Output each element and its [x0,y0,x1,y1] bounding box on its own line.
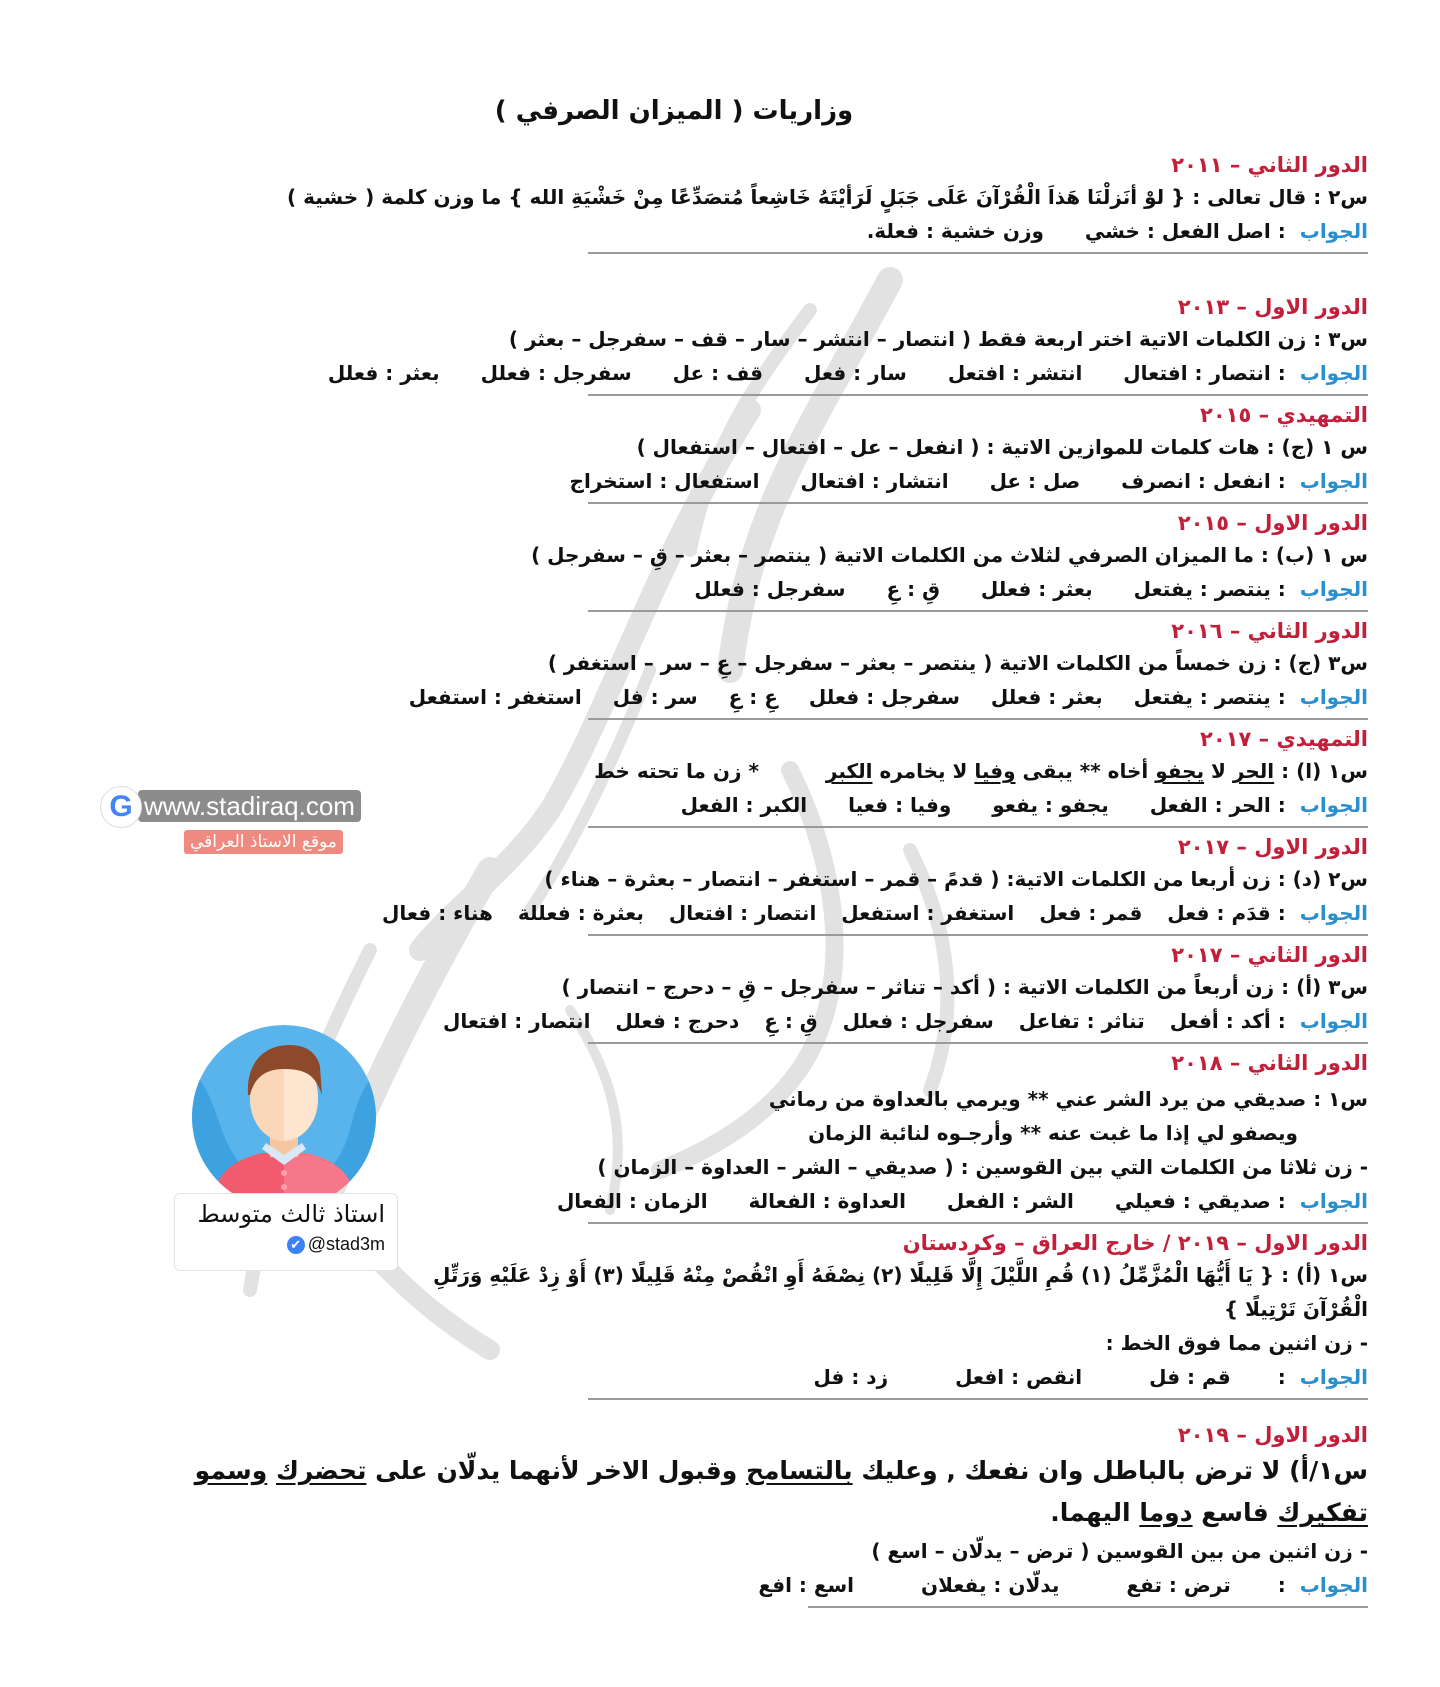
question-text [120,1450,1368,1534]
underlined-word: دوما [1139,1498,1193,1527]
answer-item: الكبر : الفعل [680,793,808,817]
answer-item: صل : عل [989,469,1081,493]
answer-item: قِ : عِ [886,577,940,601]
section-divider [588,1398,1368,1400]
underlined-word: تفكيرك [1277,1498,1368,1527]
answer-row [294,356,1368,390]
answer-item: يدلّان : يفعلان [921,1573,1060,1597]
profile-handle-row [287,1234,385,1255]
answer-item: انتصار : افتعال [442,1009,591,1033]
answer-sep: : [1270,901,1286,925]
section-heading: الدور الاول – ٢٠١٧ [1177,835,1368,859]
question-text: س٢ : قال تعالى : { لوْ أنَزلْنَا هَذاَ الْقُرْآنَ عَلَى جَبَلٍ لَرَأيْتَهُ خَاشِعاً مُتصَدِّعًا مِنْ خَشْيَةِ الله } ما وزن كلمة ( خشية ) [286,185,1368,209]
section-divider [588,502,1368,504]
verified-check-icon: ✔ [287,1236,305,1254]
answer-item: الشر : الفعل [946,1189,1074,1213]
section-divider [588,394,1368,396]
answer-label: الجواب [1299,577,1368,601]
section-heading: الدور الثاني – ٢٠١٧ [1171,943,1368,967]
question-note: * زن ما تحته خط [594,759,759,783]
answer-item: ترض : تفع [1126,1573,1231,1597]
answer-item: بعثر : فعلل [327,361,440,385]
answer-item: صديقي : فعيلي [1114,1189,1271,1213]
avatar-illustration [192,1025,376,1209]
section-heading: التمهيدي – ٢٠١٥ [1200,403,1368,427]
question-fragment: فاسع [1201,1498,1278,1527]
site-watermark-badge [100,786,390,866]
answer-row [425,1004,1368,1038]
question-fragment: لا [1204,759,1233,783]
answer-label: الجواب [1299,361,1368,385]
answer-item: قدَم : فعل [1167,901,1271,925]
answer-item: قِ : عِ [764,1009,818,1033]
underlined-word: بالتسامح [745,1456,853,1485]
question-task: - زن اثنين مما فوق الخط : [1105,1331,1368,1355]
answer-sep: : [1270,1573,1286,1597]
answer-label: الجواب [1299,1573,1368,1597]
question-prefix: س١ (ا) : [1281,759,1368,783]
answer-label: الجواب [1299,219,1368,243]
answer-sep: : [1270,1009,1286,1033]
answer-item: الحر : الفعل [1149,793,1271,817]
underlined-word: تحضرك [275,1456,367,1485]
exam-section-2018-second [523,1048,1368,1224]
answer-item: هناء : فعال [381,901,493,925]
answer-item: استفعال : استخراج [569,469,760,493]
answer-row [536,464,1368,498]
answer-item: بعثر : فعلل [980,577,1093,601]
section-divider [808,1606,1368,1608]
question-fragment: لا يخامره [872,759,975,783]
poem-line-1: س١ : صديقي من يرد الشر عني ** ويرمي بالعداوة من رماني [768,1087,1368,1111]
profile-handle: @stad3m [307,1234,385,1254]
exam-section-2019-abroad [420,1228,1368,1400]
answer-item: اصل الفعل : خشي [1084,219,1271,243]
profile-name: استاذ ثالث متوسط [197,1200,385,1228]
answer-item: يجفو : يفعو [992,793,1109,817]
section-divider [588,826,1368,828]
answer-row [523,1184,1368,1218]
answer-item: قمر : فعل [1039,901,1143,925]
underlined-word: يجفو [1155,759,1205,783]
answer-row [120,1568,1368,1602]
section-divider [588,252,1368,254]
question-text [588,754,1368,788]
answer-item: زد : فل [813,1365,889,1389]
question-text: س ١ (ج) : هات كلمات للموازين الاتية : ( انفعل – عل – افتعال – استفعال ) [636,435,1368,459]
answer-item: دحرج : فعلل [615,1009,740,1033]
question-text: س ١ (ب) : ما الميزان الصرفي لثلاث من الكلمات الاتية ( ينتصر – بعثر – قِ – سفرجل ) [531,543,1368,567]
underlined-word: وفيا [974,759,1016,783]
question-fragment: وقبول الاخر لأنهما يدلّان على [366,1456,746,1485]
underlined-word: وسمو [194,1456,268,1485]
exam-section-2015-preliminary [536,400,1368,504]
question-fragment: اليهما. [1050,1498,1140,1527]
answer-label: الجواب [1299,793,1368,817]
answer-label: الجواب [1299,685,1368,709]
answer-item: سفرجل : فعلل [842,1009,994,1033]
answer-item: انتشر : افتعل [947,361,1083,385]
section-heading: الدور الاول – ٢٠١٥ [1177,511,1368,535]
answer-item: انتصار : افتعال [668,901,817,925]
answer-item: سر : فل [612,685,698,709]
question-text: س١ (أ) : { يَا أَيُّهَا الْمُزَّمِّلُ (١) قُمِ اللَّيْلَ إِلَّا قَلِيلًا (٢) نِصْفَهُ أَوِ انْقُصْ مِنْهُ قَلِيلًا (٣) أَوْ زِدْ عَلَيْهِ وَرَتِّلِ الْقُرْآنَ تَرْتِيلًا } [433,1263,1368,1321]
question-fragment: أخاه ** يبقى [1015,759,1156,783]
answer-item: انتشار : افتعال [800,469,949,493]
answer-row [420,1360,1368,1394]
answer-row [120,214,1368,248]
answer-item: انفعل : انصرف [1121,469,1271,493]
question-text: س٣ (ج) : زن خمساً من الكلمات الاتية ( ينتصر – بعثر – سفرجل – عِ – سر – استغفر ) [547,651,1368,675]
answer-row [588,788,1368,822]
answer-label: الجواب [1299,1009,1368,1033]
answer-item: قف : عل [672,361,764,385]
answer-sep: : [1270,469,1286,493]
section-divider [588,934,1368,936]
poem-line-2: ويصفو لي إذا ما غبت عنه ** وأرجـوه لنائبة الزمان [808,1121,1298,1145]
answer-item: سفرجل : فعلل [480,361,632,385]
answer-item: العداوة : الفعالة [748,1189,906,1213]
answer-label: الجواب [1299,1189,1368,1213]
answer-item: قم : فل [1149,1365,1231,1389]
answer-item: أكد : أفعل [1169,1009,1271,1033]
answer-item: تناثر : تفاعل [1018,1009,1145,1033]
answer-item: سار : فعل [803,361,907,385]
answer-item: بعثرة : فعللة [517,901,644,925]
question-fragment: لا ترض بالباطل وان نفعك , وعليك [852,1456,1290,1485]
answer-sep: : [1270,793,1286,817]
exam-section-2015-first [531,508,1368,612]
underlined-word: الكبر [825,759,873,783]
question-text: س٣ (أ) : زن أربعاً من الكلمات الاتية : ( أكد – تناثر – سفرجل – قِ – دحرج – انتصار ) [561,975,1368,999]
answer-sep: : [1270,577,1286,601]
answer-item: بعثر : فعلل [990,685,1103,709]
section-divider [588,1042,1368,1044]
answer-item: الزمان : الفعال [556,1189,708,1213]
answer-row [364,896,1368,930]
answer-item: استغفر : استفعل [408,685,582,709]
section-divider [588,610,1368,612]
exam-section-2019-first [120,1420,1368,1608]
section-heading: التمهيدي – ٢٠١٧ [1200,727,1368,751]
answer-item: ينتصر : يفتعل [1133,577,1271,601]
section-heading: الدور الثاني – ٢٠١١ [1171,153,1368,177]
question-task: - زن اثنين من بين القوسين ( ترض – يدلّان – اسع ) [871,1539,1368,1563]
answer-item: استغفر : استفعل [841,901,1015,925]
question-task: - زن ثلاثا من الكلمات التي بين القوسين : ( صديقي – الشر – العداوة – الزمان ) [597,1155,1368,1179]
answer-item: ينتصر : يفتعل [1133,685,1271,709]
exam-section-2017-preliminary [588,724,1368,828]
section-heading: الدور الثاني – ٢٠١٨ [1171,1051,1368,1075]
section-divider [588,718,1368,720]
site-subtitle: موقع الاستاذ العراقي [184,830,343,854]
exam-section-2017-first [364,832,1368,936]
person-avatar-icon [192,1025,376,1209]
exam-section-2017-second [425,940,1368,1044]
answer-sep: : [1270,361,1286,385]
site-url: www.stadiraq.com [138,790,361,822]
answer-sep: : [1270,219,1286,243]
answer-item: انتصار : افتعال [1123,361,1271,385]
answer-item: سفرجل : فعلل [694,577,846,601]
answer-row [531,572,1368,606]
answer-sep: : [1270,685,1286,709]
answer-row [385,680,1368,714]
profile-card [174,1193,398,1271]
section-divider [588,1222,1368,1224]
answer-item: اسع : افع [758,1573,855,1597]
question-text: س٣ : زن الكلمات الاتية اختر اربعة فقط ( انتصار – انتشر – سار – قف – سفرجل – بعثر ) [508,327,1368,351]
answer-sep: : [1270,1365,1286,1389]
answer-item: انقص : افعل [955,1365,1083,1389]
exam-section-2013-first [294,292,1368,396]
question-text: س٢ (د) : زن أربعا من الكلمات الاتية: ( قدمً – قمر – استغفر – انتصار – بعثرة – هناء ) [544,867,1368,891]
section-heading: الدور الاول – ٢٠١٩ / خارج العراق – وكردستان [902,1231,1368,1255]
answer-item: وزن خشية : فعلة. [866,219,1044,243]
answer-label: الجواب [1299,1365,1368,1389]
section-heading: الدور الاول – ٢٠١٩ [1177,1423,1368,1447]
google-g-icon: G [100,786,142,828]
section-heading: الدور الثاني – ٢٠١٦ [1171,619,1368,643]
answer-item: عِ : عِ [728,685,778,709]
page-title: وزاريات ( الميزان الصرفي ) [494,96,854,126]
section-heading: الدور الاول – ٢٠١٣ [1177,295,1368,319]
exam-section-2011-second [120,150,1368,254]
answer-item: سفرجل : فعلل [808,685,960,709]
answer-sep: : [1270,1189,1286,1213]
question-prefix: س١/أ) [1289,1456,1368,1485]
answer-label: الجواب [1299,469,1368,493]
exam-section-2016-second [385,616,1368,720]
answer-item: وفيا : فعيا [848,793,952,817]
answer-label: الجواب [1299,901,1368,925]
underlined-word: الحر [1232,759,1275,783]
